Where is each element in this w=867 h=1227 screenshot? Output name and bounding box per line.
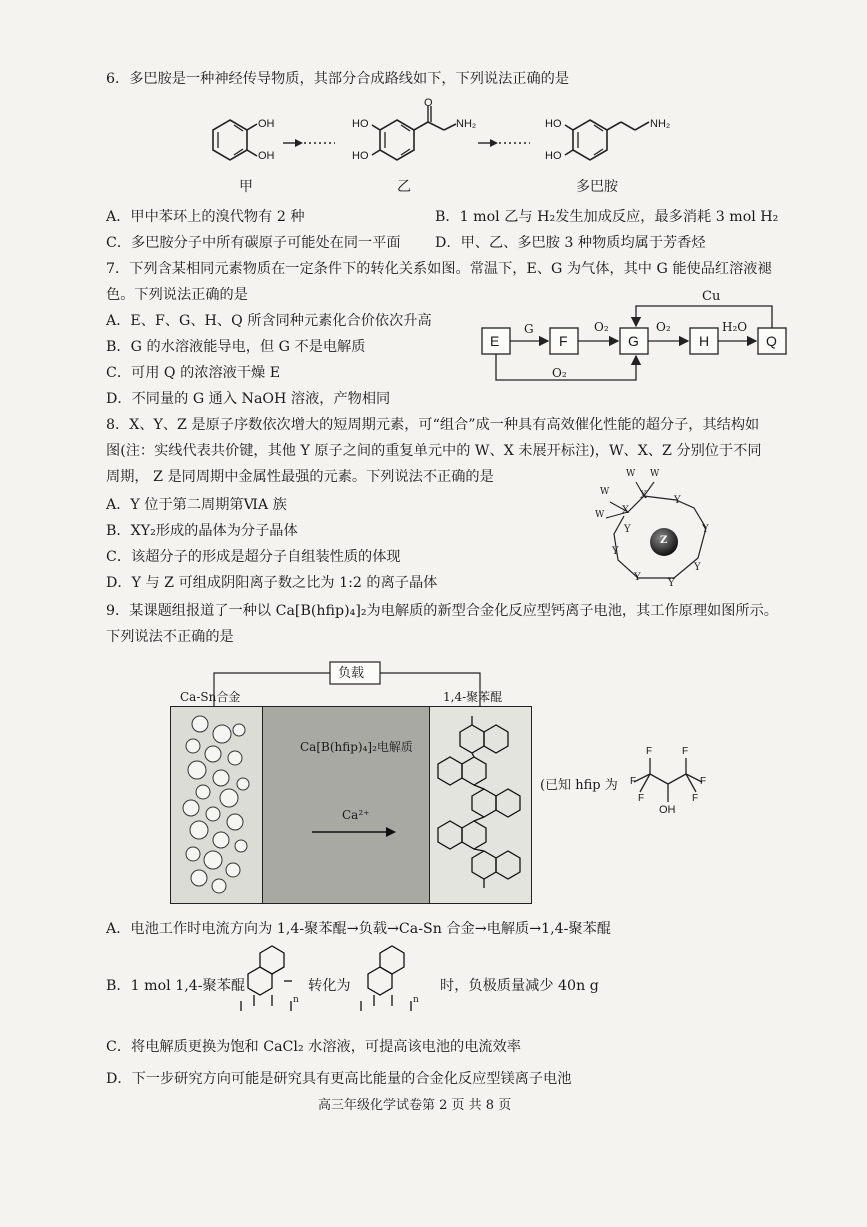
- q9-stem-line2: 下列说法不正确的是: [106, 629, 234, 645]
- node-h: H: [699, 333, 710, 349]
- synthesis-arrow: [283, 138, 343, 148]
- atom-x: X: [640, 490, 648, 501]
- atom-z: Z: [660, 535, 668, 546]
- atom-w: W: [626, 469, 636, 479]
- arrow-label-h2o: H₂O: [722, 320, 748, 334]
- node-f: F: [559, 333, 568, 349]
- q7-stem-line1: 7．下列含某相同元素物质在一定条件下的转化关系如图。常温下，E、G 为气体，其中 G 能使品红溶液褪: [106, 261, 772, 277]
- cathode-label: 1,4-聚苯醌: [443, 690, 503, 704]
- q9-option-b-mid: 转化为: [308, 978, 351, 994]
- q8-option-d: D．Y 与 Z 可组成阴阳离子数之比为 1:2 的离子晶体: [106, 575, 438, 591]
- q7-option-b: B．G 的水溶液能导电，但 G 不是电解质: [106, 339, 366, 355]
- arrow-label-cu: Cu: [702, 289, 721, 304]
- fluorine-label: F: [682, 746, 689, 757]
- hydroxyl-label: OH: [659, 804, 676, 816]
- compound-name-jia: 甲: [239, 179, 253, 195]
- q8-stem-line1: 8．X、Y、Z 是原子序数依次增大的短周期元素，可“组合”成一种具有高效催化性能的超分子，其结构如: [106, 417, 760, 433]
- synthesis-arrow: [478, 138, 538, 148]
- reduced-unit-structure: [358, 945, 438, 1015]
- q7-option-d: D．不同量的 G 通入 NaOH 溶液，产物相同: [106, 391, 391, 407]
- atom-y: Y: [612, 546, 619, 557]
- polyquinone-structure: [432, 712, 527, 892]
- q9-option-c: C．将电解质更换为饱和 CaCl₂ 水溶液，可提高该电池的电流效率: [106, 1039, 521, 1055]
- arrow-label-g: G: [524, 322, 534, 336]
- fluorine-label: F: [638, 793, 645, 804]
- ho-label: HO: [545, 118, 562, 130]
- q7-option-c: C．可用 Q 的浓溶液干燥 E: [106, 365, 281, 381]
- node-e: E: [490, 333, 500, 349]
- q8-option-a: A．Y 位于第二周期第ⅥA 族: [106, 497, 287, 513]
- arrow-label-o2-bottom: O₂: [552, 366, 567, 380]
- q8-option-b: B．XY₂形成的晶体为分子晶体: [106, 523, 298, 539]
- q7-option-a: A．E、F、G、H、Q 所含同种元素化合价依次升高: [106, 313, 432, 329]
- q6-option-b: B．1 mol 乙与 H₂发生加成反应，最多消耗 3 mol H₂: [435, 209, 779, 225]
- oh-label: OH: [258, 118, 275, 130]
- q9-stem-line1: 9．某课题组报道了一种以 Ca[B(hfip)₄]₂为电解质的新型合金化反应型钙离子电池，其工作原理如图所示。: [106, 603, 778, 619]
- q7-stem-line2: 色。下列说法正确的是: [106, 287, 248, 303]
- q8-option-c: C．该超分子的形成是超分子自组装性质的体现: [106, 549, 401, 565]
- atom-w: W: [600, 487, 610, 497]
- carbonyl-o-label: O: [424, 97, 433, 109]
- q9-option-d: D．下一步研究方向可能是研究具有更高比能量的合金化反应型镁离子电池: [106, 1071, 572, 1087]
- anode-label: Ca-Sn合金: [180, 690, 241, 704]
- page-footer: 高三年级化学试卷第 2 页 共 8 页: [318, 1098, 512, 1113]
- compound-yi-structure: [372, 100, 472, 170]
- nh2-label: NH₂: [456, 118, 477, 130]
- atom-y: Y: [694, 562, 701, 573]
- q8-stem-line3: 周期， Z 是同周期中金属性最强的元素。下列说法不正确的是: [106, 469, 494, 485]
- ca-ion-label: Ca²⁺: [342, 808, 370, 822]
- dopamine-structure: [565, 108, 665, 168]
- compound-name-dopamine: 多巴胺: [576, 179, 618, 195]
- q6-option-c: C．多巴胺分子中所有碳原子可能处在同一平面: [106, 235, 401, 251]
- compound-name-yi: 乙: [397, 179, 411, 195]
- arrow-label-o2: O₂: [656, 320, 671, 334]
- atom-y: Y: [674, 495, 681, 506]
- fluorine-label: F: [646, 746, 653, 757]
- fluorine-label: F: [700, 776, 707, 787]
- electrolyte-label: Ca[B(hfip)₄]₂电解质: [300, 740, 413, 754]
- atom-w: W: [650, 469, 660, 479]
- nh2-label: NH₂: [650, 118, 671, 130]
- atom-w: W: [595, 510, 605, 520]
- supramolecule-structure: [590, 460, 730, 590]
- q6-option-a: A．甲中苯环上的溴代物有 2 种: [106, 209, 305, 225]
- atom-y: Y: [668, 578, 675, 589]
- q9-option-b-pre: B．1 mol 1,4-聚苯醌: [106, 978, 246, 994]
- hfip-note: (已知 hfip 为: [540, 778, 618, 793]
- arrow-label-o2: O₂: [594, 320, 609, 334]
- atom-y: Y: [624, 524, 631, 535]
- ho-label: HO: [352, 118, 369, 130]
- node-q: Q: [766, 333, 777, 349]
- atom-y: Y: [634, 572, 641, 583]
- q8-stem-line2: 图(注：实线代表共价键，其他 Y 原子之间的重复单元中的 W、X 未展开标注)，W、X、Z 分别位于不同: [106, 443, 762, 459]
- ho-label: HO: [545, 150, 562, 162]
- node-g: G: [628, 333, 639, 349]
- load-label: 负载: [338, 666, 365, 681]
- repeat-n: n: [413, 995, 419, 1005]
- q7-conversion-diagram: [480, 290, 800, 390]
- ho-label: HO: [352, 150, 369, 162]
- ion-migration-arrow: [310, 825, 400, 839]
- fluorine-label: F: [630, 776, 637, 787]
- q6-option-d: D．甲、乙、多巴胺 3 种物质均属于芳香烃: [435, 235, 706, 251]
- atom-x: X: [622, 505, 630, 516]
- q9-option-a: A．电池工作时电流方向为 1,4-聚苯醌→负载→Ca-Sn 合金→电解质→1,4-聚苯醌: [106, 921, 611, 937]
- repeat-n: n: [293, 995, 299, 1005]
- electrolyte-region: [263, 707, 429, 903]
- q6-stem: 6．多巴胺是一种神经传导物质，其部分合成路线如下，下列说法正确的是: [106, 71, 570, 87]
- alloy-particles: [175, 710, 260, 900]
- atom-y: Y: [702, 524, 709, 535]
- q9-option-b-post: 时，负极质量减少 40n g: [440, 978, 599, 994]
- fluorine-label: F: [692, 793, 699, 804]
- oh-label: OH: [258, 150, 275, 162]
